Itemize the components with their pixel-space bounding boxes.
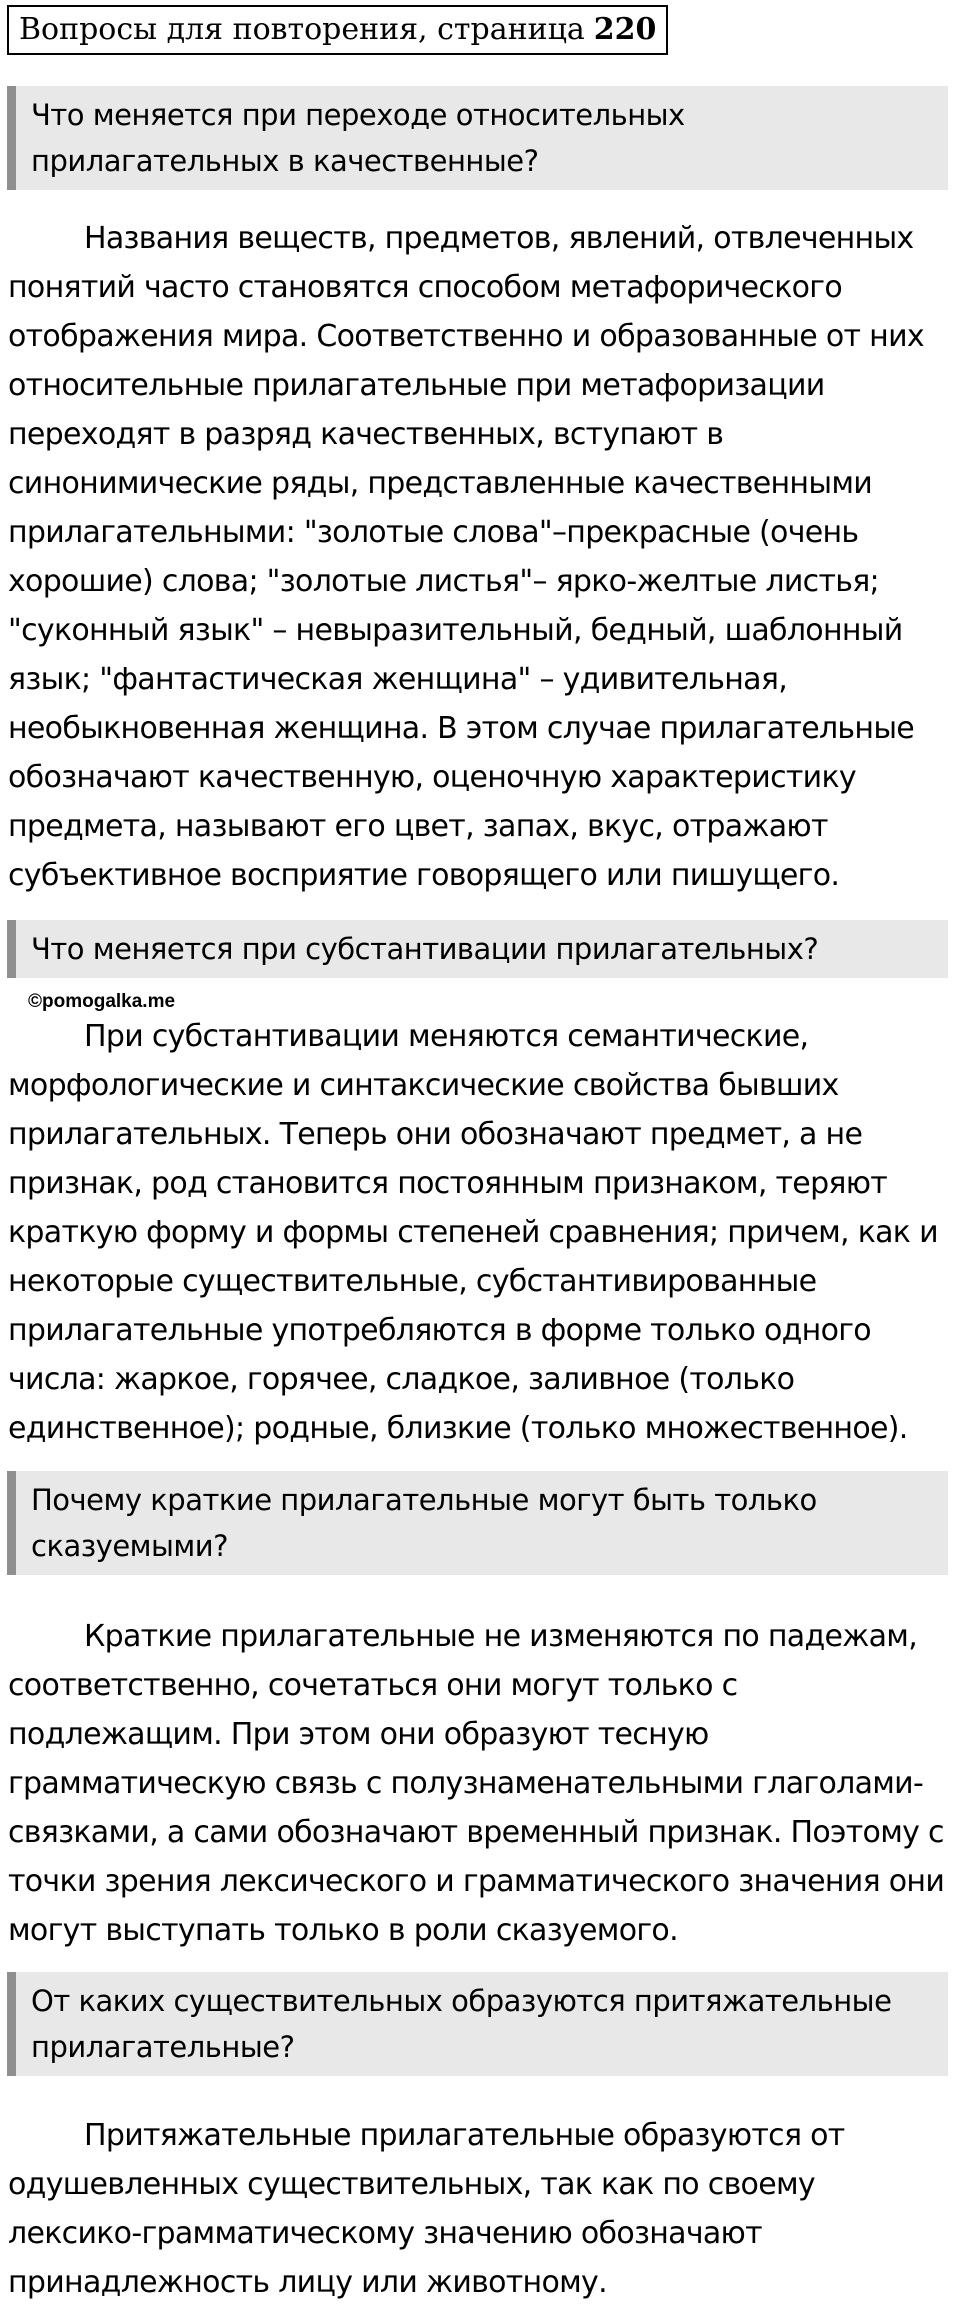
page-title bbox=[7, 5, 668, 55]
watermark: ©pomogalka.me bbox=[28, 991, 176, 1012]
question-text: Что меняется при переходе относительных прилагательных в качественные? bbox=[31, 98, 685, 178]
answer-paragraph: Притяжательные прилагательные образуются от одушевленных существительных, так как по своему лексико-грамматическому значению обозначают принадлежность лицу или животному. bbox=[8, 2118, 845, 2300]
question-block bbox=[7, 920, 948, 978]
question-text: Почему краткие прилагательные могут быть только сказуемыми? bbox=[31, 1483, 817, 1563]
question-text: От каких существительных образуются притяжательные прилагательные? bbox=[31, 1984, 892, 2064]
answer-paragraph: Краткие прилагательные не изменяются по падежам, соответственно, сочетаться они могут только с подлежащим. При этом они образуют тесную грамматическую связь с полузнаменательными глаголами-связками, а сами обозначают временный признак. Поэтому с точки зрения лексического и грамматического значения они могут выступать только в роли сказуемого. bbox=[8, 1619, 945, 1948]
question-block bbox=[7, 1972, 948, 2076]
question-text: Что меняется при субстантивации прилагательных? bbox=[31, 932, 819, 966]
question-block bbox=[7, 1471, 948, 1575]
answer-paragraph: При субстантивации меняются семантические, морфологические и синтаксические свойства бывших прилагательных. Теперь они обозначают предмет, а не признак, род становится постоянным признаком, теряют краткую форму и формы степеней сравнения; причем, как и некоторые существительные, субстантивированные прилагательные употребляются в форме только одного числа: жаркое, горячее, сладкое, заливное (только единственное); родные, близкие (только множественное). bbox=[8, 1019, 938, 1446]
page-title-text: Вопросы для повторения, страница bbox=[19, 12, 585, 47]
question-block bbox=[7, 86, 948, 190]
answer-paragraph: Названия веществ, предметов, явлений, отвлеченных понятий часто становятся способом метафорического отображения мира. Соответственно и образованные от них относительные прилагательные при метафоризации переходят в разряд качественных, вступают в синонимические ряды, представленные качественными прилагательными: "золотые слова"–прекрасные (очень хорошие) слова; "золотые листья"– ярко-желтые листья; "суконный язык" – невыразительный, бедный, шаблонный язык; "фантастическая женщина" – удивительная, необыкновенная женщина. В этом случае прилагательные обозначают качественную, оценочную характеристику предмета, называют его цвет, запах, вкус, отражают субъективное восприятие говорящего или пишущего. bbox=[8, 221, 924, 893]
page-number: 220 bbox=[593, 12, 657, 47]
